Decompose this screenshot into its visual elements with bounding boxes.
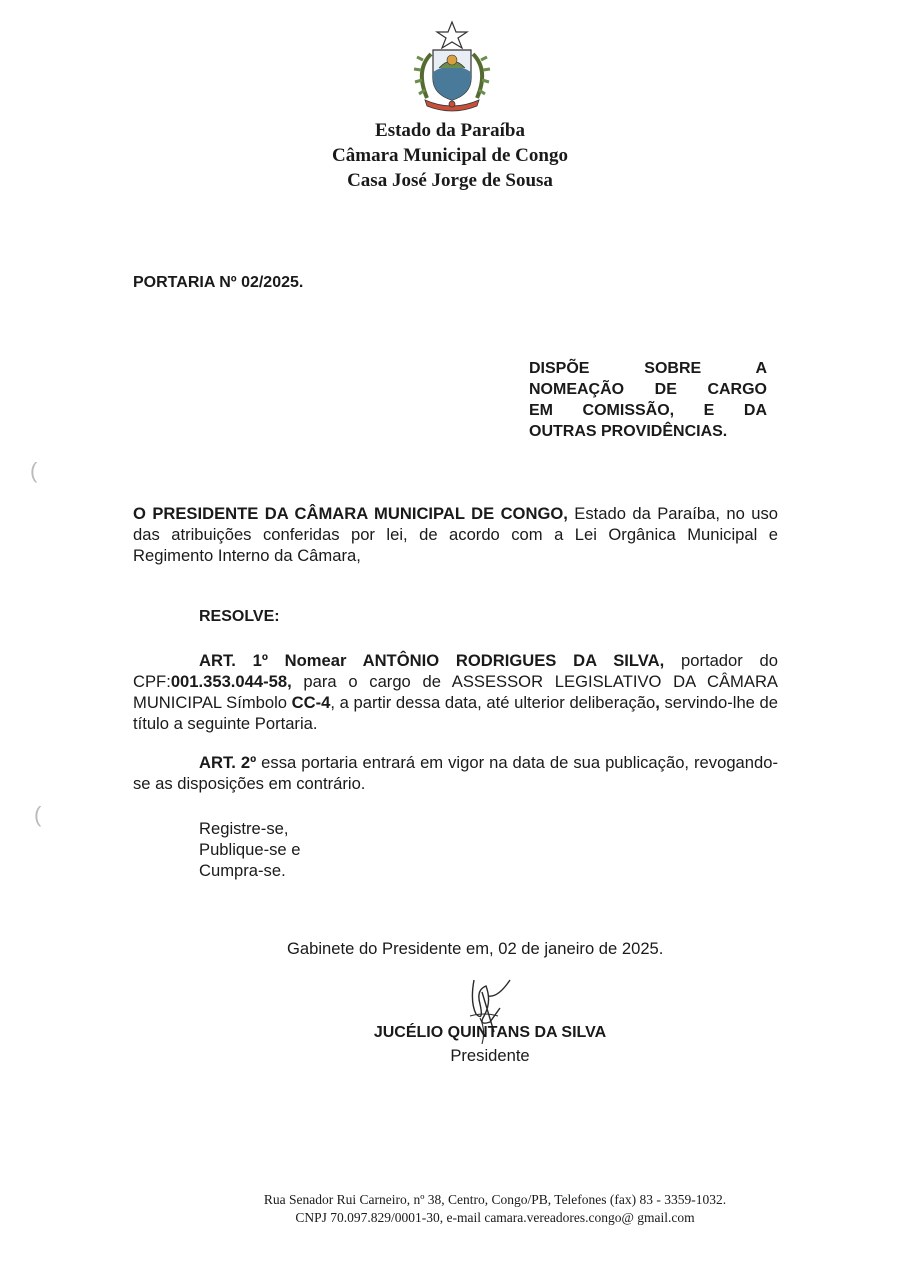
closing-formula <box>199 818 300 881</box>
footer-address: Rua Senador Rui Carneiro, nº 38, Centro, Congo/PB, Telefones (fax) 83 - 3359-1032. <box>263 1192 727 1207</box>
preamble-lead: O PRESIDENTE DA CÂMARA MUNICIPAL DE CONGO, <box>133 504 568 523</box>
ementa <box>529 358 767 442</box>
art1-text: servindo-lhe de título a seguinte Portaria. <box>133 693 778 733</box>
header-house: Casa José Jorge de Sousa <box>347 170 553 191</box>
footer-contact: CNPJ 70.097.829/0001-30, e-mail camara.vereadores.congo@ gmail.com <box>295 1210 695 1225</box>
portaria-title: PORTARIA Nº 02/2025. <box>133 274 304 291</box>
ementa-line: EM COMISSÃO, E DA <box>529 402 767 419</box>
ementa-line: OUTRAS PROVIDÊNCIAS. <box>529 423 728 440</box>
article-2 <box>133 752 778 794</box>
art1-text: para o cargo de ASSESSOR LEGISLATIVO DA CÂMARA MUNICIPAL Símbolo <box>133 672 778 712</box>
date-line: Gabinete do Presidente em, 02 de janeiro de 2025. <box>287 939 664 958</box>
preamble <box>133 503 778 566</box>
art2-text: essa portaria entrará em vigor na data de sua publicação, revogando-se as disposições em contrário. <box>133 753 778 793</box>
margin-mark: ( <box>34 802 42 827</box>
art1-cpf: 001.353.044-58, <box>170 672 292 691</box>
signer-role: Presidente <box>450 1046 530 1065</box>
art1-symbol: CC-4 <box>291 693 331 712</box>
coat-of-arms-icon <box>405 20 499 112</box>
closing-line: Cumpra-se. <box>199 861 286 880</box>
art2-lead: ART. 2º <box>199 753 257 772</box>
header-chamber: Câmara Municipal de Congo <box>332 145 568 166</box>
closing-line: Publique-se e <box>199 840 301 859</box>
signature-icon <box>440 972 530 1056</box>
art1-lead: ART. 1º Nomear ANTÔNIO RODRIGUES DA SILVA, <box>199 651 665 670</box>
art1-text: , a partir dessa data, até ulterior deliberação <box>330 693 656 712</box>
article-1 <box>133 650 778 734</box>
art1-text: portador do CPF: <box>133 651 779 691</box>
margin-mark: ( <box>30 458 38 483</box>
resolve-heading: RESOLVE: <box>199 608 280 625</box>
ementa-line: DISPÕE SOBRE A <box>529 360 767 377</box>
signer-name: JUCÉLIO QUINTANS DA SILVA <box>373 1024 607 1041</box>
preamble-text: Estado da Paraíba, no uso das atribuições conferidas por lei, de acordo com a Lei Orgânica Municipal e Regimento Interno da Câmara, <box>133 504 778 565</box>
art1-comma: , <box>655 693 660 712</box>
header-state: Estado da Paraíba <box>375 120 525 141</box>
closing-line: Registre-se, <box>199 819 289 838</box>
ementa-line: NOMEAÇÃO DE CARGO <box>529 381 767 398</box>
